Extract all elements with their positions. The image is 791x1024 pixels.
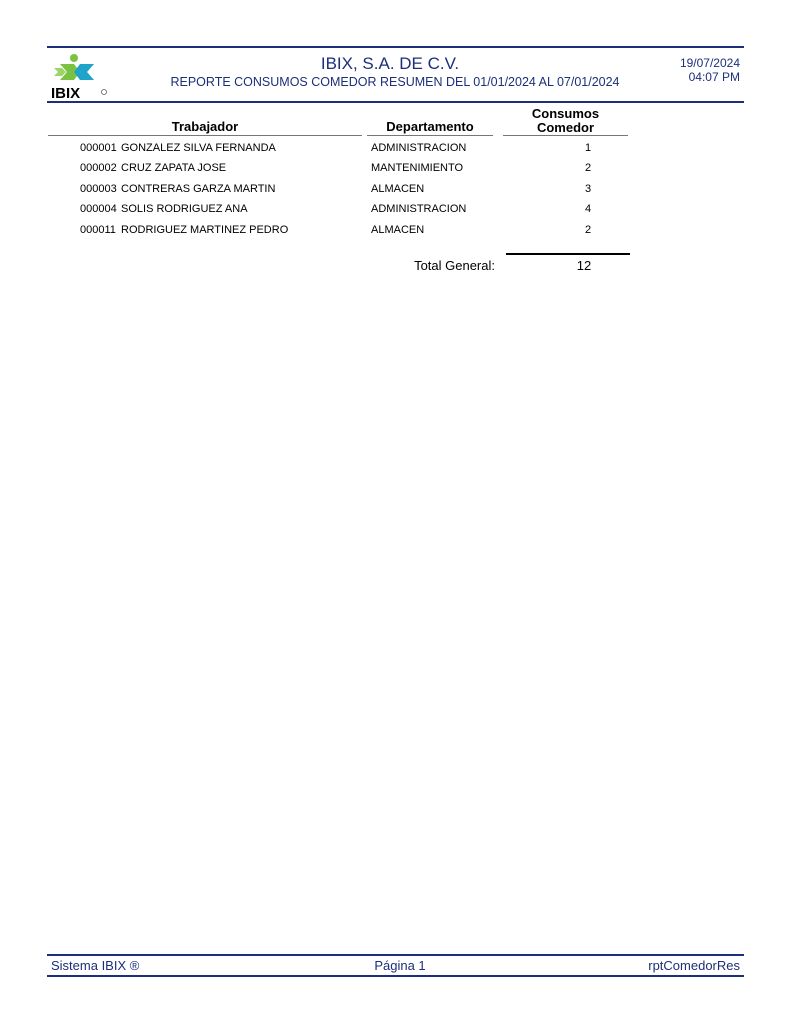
worker-code: 000003 bbox=[80, 183, 117, 195]
worker-department: MANTENIMIENTO bbox=[371, 162, 464, 174]
table-row bbox=[0, 203, 791, 223]
worker-name: RODRIGUEZ MARTINEZ PEDRO bbox=[121, 224, 289, 236]
footer-report-id: rptComedorRes bbox=[648, 958, 740, 973]
report-time: 04:07 PM bbox=[688, 70, 740, 84]
table-row bbox=[0, 224, 791, 244]
col-header-trabajador: Trabajador bbox=[171, 119, 239, 134]
worker-department: ALMACEN bbox=[371, 224, 425, 236]
report-date: 19/07/2024 bbox=[679, 56, 740, 70]
worker-name: GONZALEZ SILVA FERNANDA bbox=[121, 142, 276, 154]
worker-code: 000002 bbox=[80, 162, 117, 174]
consumos-count: 1 bbox=[584, 142, 592, 154]
worker-department: ADMINISTRACION bbox=[371, 142, 467, 154]
svg-text:IBIX: IBIX bbox=[51, 85, 81, 102]
col-underline-consumos bbox=[503, 135, 628, 136]
col-underline-departamento bbox=[367, 135, 493, 136]
footer-top-rule bbox=[47, 954, 744, 956]
worker-department: ADMINISTRACION bbox=[371, 203, 467, 215]
header-bottom-rule bbox=[47, 101, 744, 103]
total-label: Total General: bbox=[414, 258, 495, 273]
footer-system-name: Sistema IBIX ® bbox=[51, 958, 140, 973]
report-subtitle: REPORTE CONSUMOS COMEDOR RESUMEN DEL 01/01/2024 AL 07/01/2024 bbox=[170, 75, 620, 89]
header-top-rule bbox=[47, 46, 744, 48]
table-row bbox=[0, 183, 791, 203]
worker-name: SOLIS RODRIGUEZ ANA bbox=[121, 203, 248, 215]
footer-page-number: Página 1 bbox=[374, 958, 426, 973]
worker-code: 000011 bbox=[80, 224, 116, 236]
footer-bottom-rule bbox=[47, 975, 744, 977]
table-row bbox=[0, 162, 791, 182]
total-value: 12 bbox=[576, 258, 592, 273]
worker-code: 000004 bbox=[80, 203, 117, 215]
consumos-count: 2 bbox=[584, 224, 592, 236]
total-rule bbox=[506, 253, 630, 255]
worker-name: CRUZ ZAPATA JOSE bbox=[121, 162, 227, 174]
worker-department: ALMACEN bbox=[371, 183, 425, 195]
col-header-consumos-line1: Consumos bbox=[531, 106, 600, 121]
company-name: IBIX, S.A. DE C.V. bbox=[320, 54, 460, 73]
col-header-departamento: Departamento bbox=[386, 119, 474, 134]
worker-code: 000001 bbox=[80, 142, 117, 154]
table-row bbox=[0, 142, 791, 162]
worker-name: CONTRERAS GARZA MARTIN bbox=[121, 183, 276, 195]
ibix-logo bbox=[50, 52, 108, 102]
consumos-count: 3 bbox=[584, 183, 592, 195]
col-header-consumos bbox=[503, 107, 628, 135]
consumos-count: 4 bbox=[584, 203, 592, 215]
col-underline-trabajador bbox=[48, 135, 362, 136]
consumos-count: 2 bbox=[584, 162, 592, 174]
col-header-consumos-line2: Comedor bbox=[536, 120, 595, 135]
